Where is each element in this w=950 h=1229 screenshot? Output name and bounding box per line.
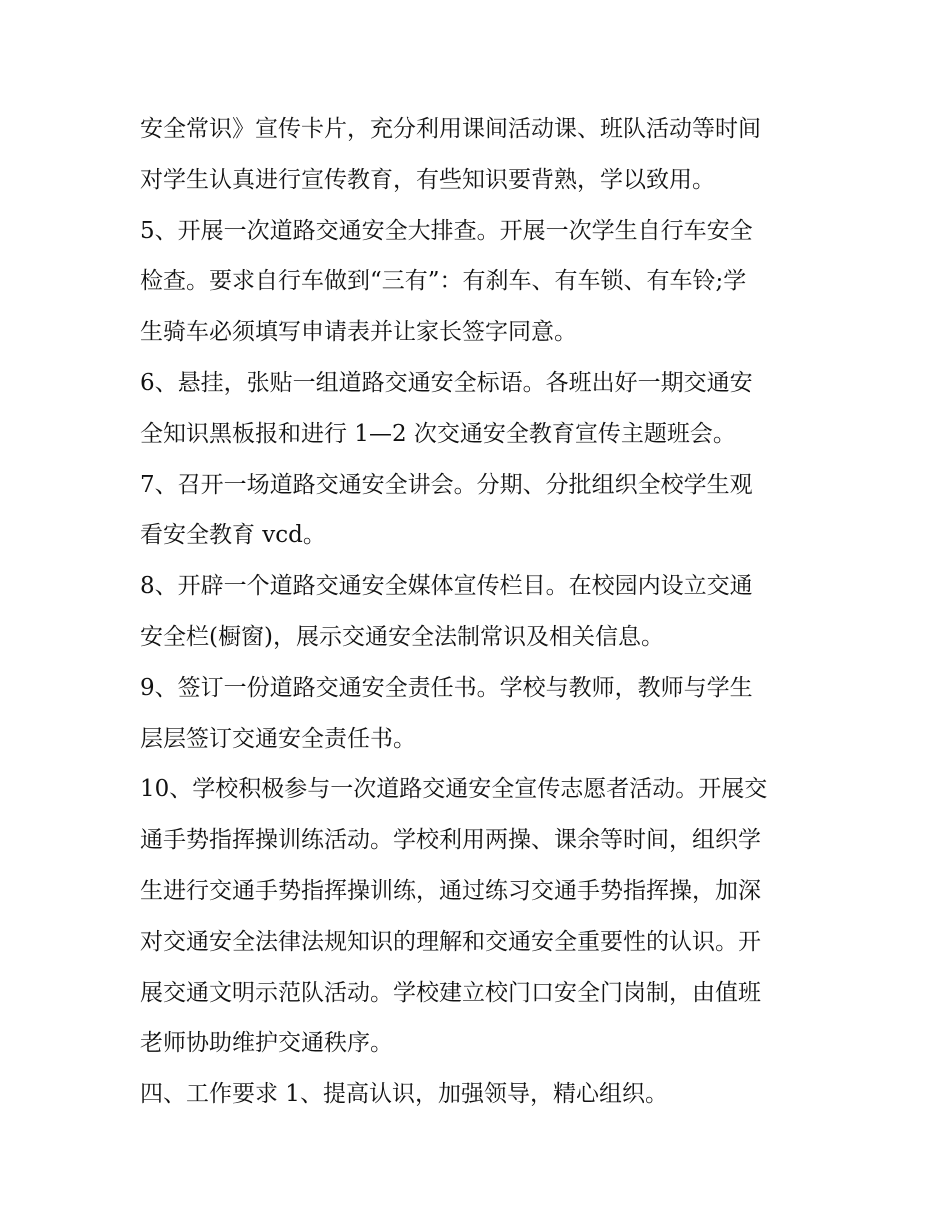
text-line: 安全常识》宣传卡片，充分利用课间活动课、班队活动等时间 (140, 116, 761, 142)
text-line: 通手势指挥操训练活动。学校利用两操、课余等时间，组织学 (140, 827, 761, 854)
text-line: 四、工作要求 1、提高认识，加强领导，精心组织。 (140, 1081, 668, 1108)
text-line: 安全栏(橱窗)，展示交通安全法制常识及相关信息。 (140, 623, 664, 650)
text-line: 检查。要求自行车做到“三有”：有刹车、有车锁、有车铃;学 (140, 268, 747, 295)
text-line: 看安全教育 vcd。 (140, 522, 326, 549)
text-line: 生进行交通手势指挥操训练，通过练习交通手势指挥操，加深 (140, 877, 761, 904)
text-line: 5、开展一次道路交通安全大排查。开展一次学生自行车安全 (140, 217, 753, 244)
text-line: 对交通安全法律法规知识的理解和交通安全重要性的认识。开 (140, 928, 761, 955)
text-line: 层层签订交通安全责任书。 (140, 725, 416, 752)
text-line: 对学生认真进行宣传教育，有些知识要背熟，学以致用。 (140, 166, 715, 193)
text-line: 老师协助维护交通秩序。 (140, 1030, 393, 1057)
text-line: 展交通文明示范队活动。学校建立校门口安全门岗制，由值班 (140, 979, 761, 1006)
text-line: 6、悬挂，张贴一组道路交通安全标语。各班出好一期交通安 (140, 369, 753, 396)
text-line: 9、签订一份道路交通安全责任书。学校与教师，教师与学生 (140, 674, 753, 701)
text-line: 10、学校积极参与一次道路交通安全宣传志愿者活动。开展交 (140, 776, 768, 803)
text-line: 8、开辟一个道路交通安全媒体宣传栏目。在校园内设立交通 (140, 573, 753, 600)
text-line: 7、召开一场道路交通安全讲会。分期、分批组织全校学生观 (140, 471, 753, 498)
text-line: 全知识黑板报和进行 1—2 次交通安全教育宣传主题班会。 (140, 420, 736, 447)
text-line: 生骑车必须填写申请表并让家长签字同意。 (140, 319, 577, 346)
document-body (140, 104, 820, 1120)
